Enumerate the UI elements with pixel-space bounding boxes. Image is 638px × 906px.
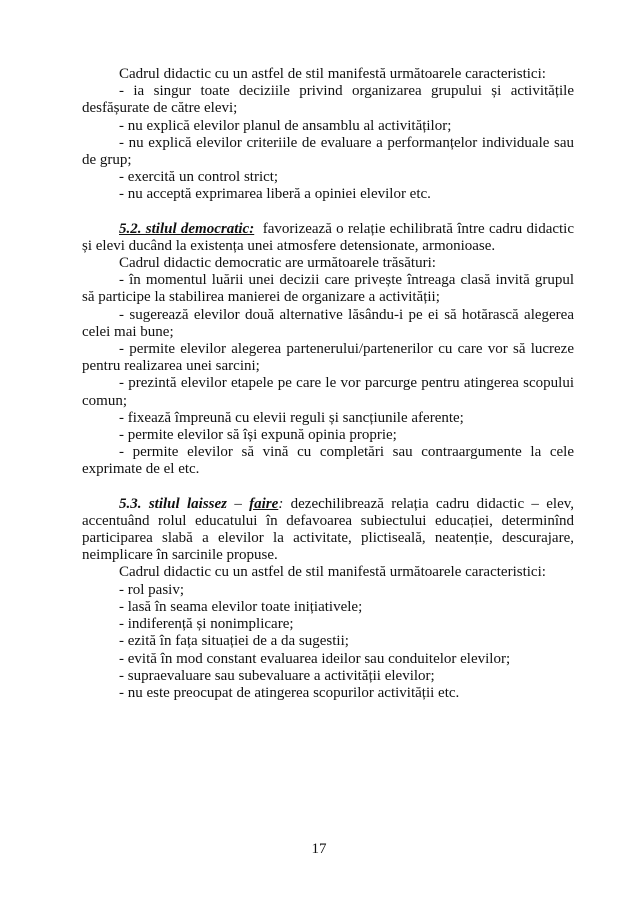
laissez-heading-paragraph	[82, 496, 574, 565]
laissez-intro: Cadrul didactic cu un astfel de stil manifestă următoarele caracteristici:	[119, 564, 546, 581]
list-item: - ezită în fața situației de a da sugestii;	[119, 633, 349, 650]
democratic-intro: Cadrul didactic democratic are următoarele trăsături:	[119, 255, 436, 272]
page-number: 17	[311, 841, 327, 857]
list-item: - în momentul luării unei decizii care privește întreaga clasă invită grupul să participe la stabilirea manierei de organizare a activității;	[82, 272, 574, 306]
democratic-heading-text: favorizează o relație echilibrată între cadru didactic și elevi ducând la existența unei atmosfere detensionate, armonioase.	[82, 220, 574, 254]
list-item: - permite elevilor să vină cu completări sau contraargumente la cele exprimate de el etc.	[82, 444, 574, 478]
laissez-heading: 5.3. stilul laissez	[119, 495, 227, 512]
list-item: - evită în mod constant evaluarea ideilor sau conduitelor elevilor;	[119, 650, 511, 667]
page-body	[82, 66, 574, 702]
list-item: - nu acceptă exprimarea liberă a opiniei elevilor etc.	[119, 186, 431, 203]
list-item: - prezintă elevilor etapele pe care le vor parcurge pentru atingerea scopului comun;	[82, 375, 574, 409]
laissez-heading-faire: faire	[249, 495, 279, 512]
democratic-heading-paragraph	[82, 221, 574, 255]
intro-paragraph: Cadrul didactic cu un astfel de stil manifestă următoarele caracteristici:	[119, 66, 546, 82]
list-item: - nu este preocupat de atingerea scopurilor activității etc.	[119, 684, 460, 701]
list-item: - permite elevilor alegerea partenerului/partenerilor cu care vor să lucreze pentru realizarea unei sarcini;	[82, 341, 574, 375]
list-item: - exercită un control strict;	[119, 169, 279, 186]
laissez-heading-text: dezechilibrează relația cadru didactic – elev, accentuând rolul educatului în defavoarea subiectului educației, determinînd participarea slabă a elevilor la activitate, plictiseală, neatenție, descurajare, neimplicare în sarcinile propuse.	[82, 495, 574, 564]
list-item: - sugerează elevilor două alternative lăsându-i pe ei să hotărască alegerea celei mai bune;	[82, 306, 574, 340]
list-item: - lasă în seama elevilor toate inițiativele;	[119, 598, 363, 615]
laissez-heading-colon: :	[278, 495, 284, 512]
list-item: - permite elevilor să își expună opinia proprie;	[119, 427, 397, 444]
list-item: - ia singur toate deciziile privind organizarea grupului și activitățile desfășurate de către elevi;	[82, 83, 574, 117]
list-item: - rol pasiv;	[119, 581, 184, 598]
list-item: - nu explică elevilor criteriile de evaluare a performanțelor individuale sau de grup;	[82, 134, 574, 169]
laissez-heading-dash: –	[227, 495, 250, 512]
list-item: - indiferență și nonimplicare;	[119, 616, 294, 633]
democratic-heading: 5.2. stilul democratic:	[119, 220, 255, 237]
list-item: - nu explică elevilor planul de ansamblu al activităților;	[119, 117, 452, 134]
list-item: - supraevaluare sau subevaluare a activității elevilor;	[119, 667, 435, 684]
list-item: - fixează împreună cu elevii reguli și sancțiunile aferente;	[119, 409, 464, 426]
